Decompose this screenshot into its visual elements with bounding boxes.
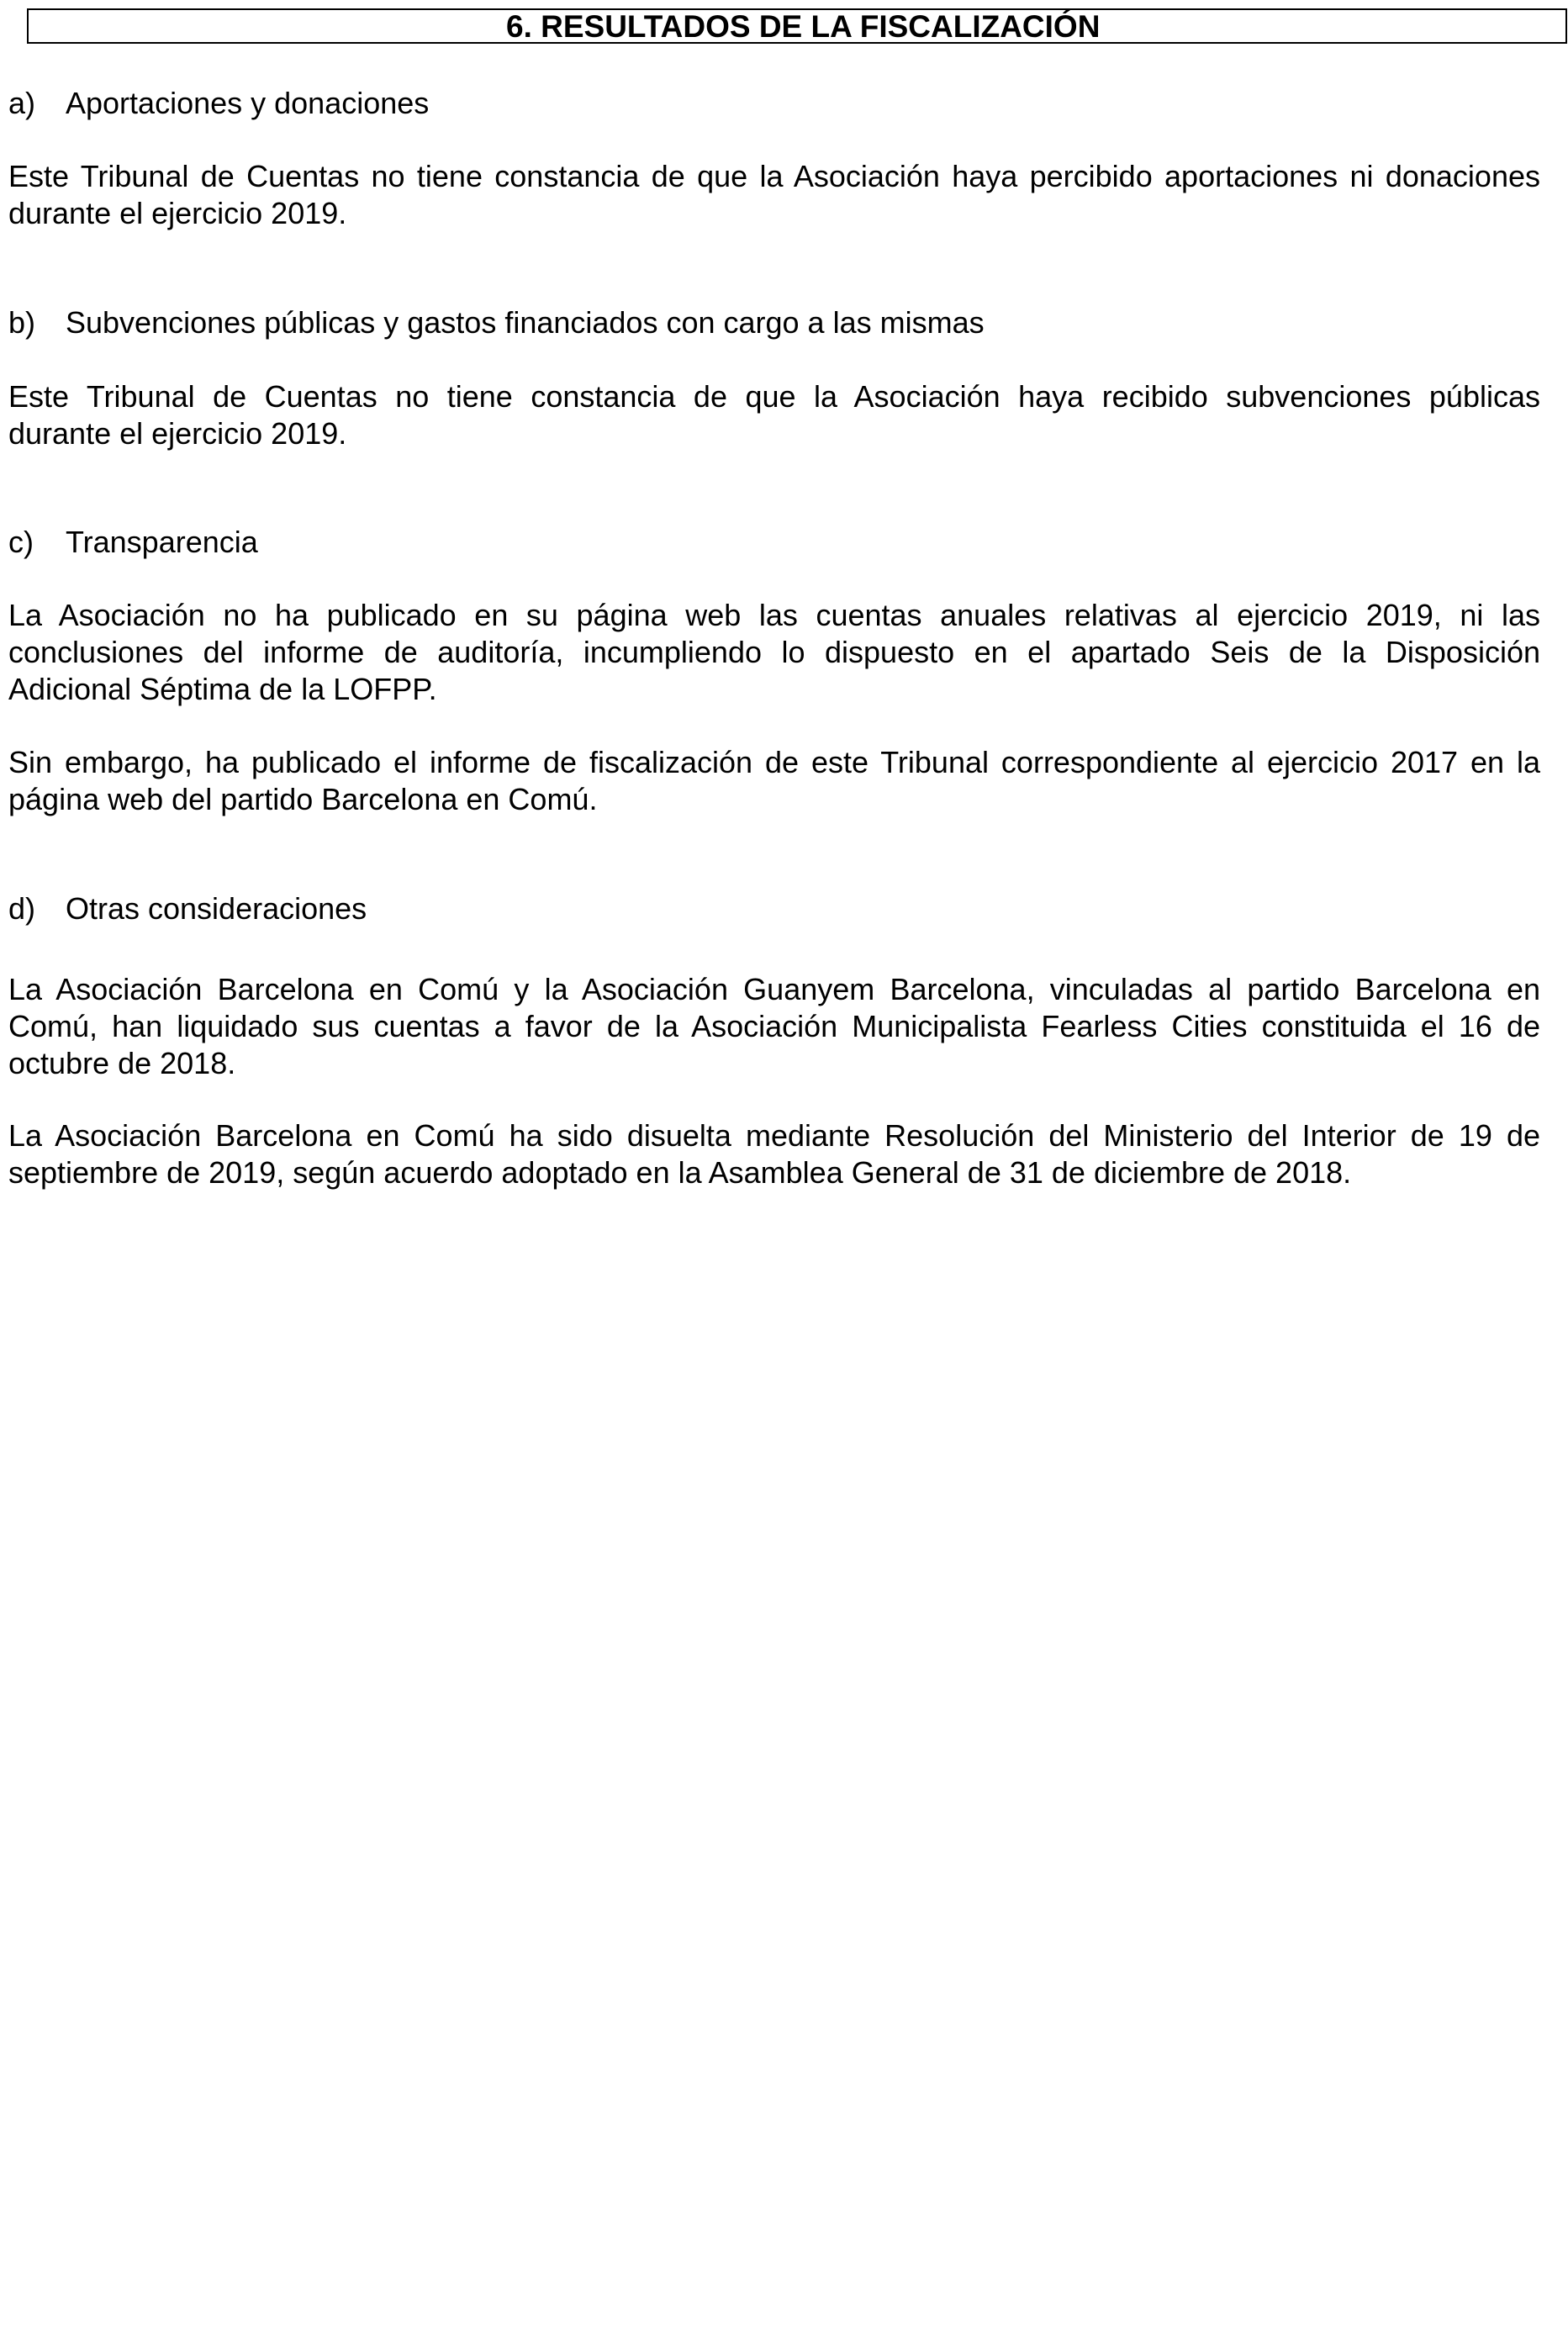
paragraph-line: Este Tribunal de Cuentas no tiene constancia de que la Asociación haya recibido subvenciones públicas (8, 379, 1540, 414)
paragraph-line: La Asociación no ha publicado en su página web las cuentas anuales relativas al ejercicio 2019, ni las (8, 598, 1540, 632)
paragraph (8, 971, 1540, 1082)
subsection-letter: a) (8, 86, 36, 120)
subsection-title: Subvenciones públicas y gastos financiados con cargo a las mismas (66, 305, 985, 340)
subsection-heading-a (8, 85, 429, 122)
paragraph (8, 744, 1540, 818)
paragraph-line: La Asociación Barcelona en Comú y la Asociación Guanyem Barcelona, vinculadas al partido Barcelona en (8, 972, 1540, 1006)
paragraph (8, 158, 1540, 232)
paragraph-line: Este Tribunal de Cuentas no tiene constancia de que la Asociación haya percibido aportaciones ni donaciones (8, 159, 1540, 193)
subsection-heading-d (8, 890, 367, 927)
paragraph-line: durante el ejercicio 2019. (8, 416, 347, 451)
paragraph (8, 1117, 1540, 1191)
subsection-letter: d) (8, 891, 36, 926)
subsection-title: Otras consideraciones (66, 891, 367, 926)
paragraph-line: octubre de 2018. (8, 1046, 236, 1080)
section-title: 6. RESULTADOS DE LA FISCALIZACIÓN (506, 9, 1101, 44)
paragraph-line: septiembre de 2019, según acuerdo adoptado en la Asamblea General de 31 de diciembre de 2018. (8, 1155, 1352, 1190)
paragraph (8, 378, 1540, 452)
paragraph-line: La Asociación Barcelona en Comú ha sido disuelta mediante Resolución del Ministerio del Interior de 19 de (8, 1118, 1540, 1153)
paragraph-line: conclusiones del informe de auditoría, incumpliendo lo dispuesto en el apartado Seis de la Disposición (8, 635, 1540, 669)
paragraph-line: durante el ejercicio 2019. (8, 196, 347, 230)
section-header-box (27, 8, 1567, 44)
paragraph-line: página web del partido Barcelona en Comú. (8, 782, 598, 816)
paragraph-line: Sin embargo, ha publicado el informe de fiscalización de este Tribunal correspondiente al ejercicio 2017 en la (8, 745, 1540, 779)
paragraph-line: Comú, han liquidado sus cuentas a favor de la Asociación Municipalista Fearless Cities constituida el 16 de (8, 1009, 1540, 1043)
subsection-heading-b (8, 304, 985, 341)
paragraph-line: Adicional Séptima de la LOFPP. (8, 672, 437, 706)
subsection-letter: c) (8, 525, 34, 559)
paragraph (8, 597, 1540, 708)
subsection-title: Transparencia (66, 525, 258, 559)
subsection-heading-c (8, 524, 258, 561)
subsection-title: Aportaciones y donaciones (66, 86, 430, 120)
subsection-letter: b) (8, 305, 36, 340)
